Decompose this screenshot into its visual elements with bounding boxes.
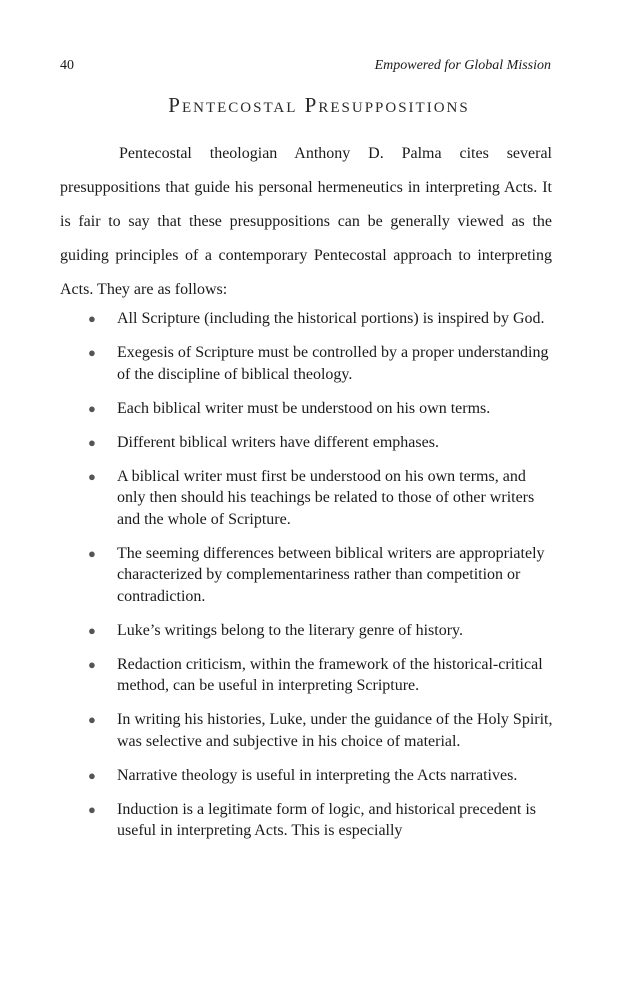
intro-paragraph: Pentecostal theologian Anthony D. Palma cites several presuppositions that guide his personal hermeneutics in interpreting Acts. It is fair to say that these presuppositions can be generally viewed as the guiding principles of a contemporary Pentecostal approach to interpreting Acts. They are as follows: bbox=[60, 145, 552, 298]
bullet-icon: ● bbox=[88, 767, 96, 783]
list-item bbox=[82, 308, 556, 330]
bullet-icon: ● bbox=[88, 311, 96, 326]
book-title: Empowered for Global Mission bbox=[374, 58, 551, 73]
list-item bbox=[82, 799, 556, 842]
bullet-icon: ● bbox=[88, 545, 96, 561]
bullet-icon: ● bbox=[88, 468, 96, 484]
bullet-icon: ● bbox=[88, 712, 96, 727]
list-item bbox=[82, 342, 556, 385]
bullet-icon: ● bbox=[88, 801, 96, 817]
list-item-text: Exegesis of Scripture must be controlled by a proper understanding of the discipline of biblical theology. bbox=[117, 344, 549, 383]
list-item bbox=[82, 765, 556, 787]
list-item bbox=[82, 543, 556, 608]
list-item-text: Each biblical writer must be understood on his own terms. bbox=[117, 399, 491, 417]
list-item-text: Luke’s writings belong to the literary genre of history. bbox=[117, 621, 463, 639]
list-item bbox=[82, 432, 556, 454]
bullet-icon: ● bbox=[88, 434, 96, 450]
bullet-icon: ● bbox=[88, 345, 96, 360]
list-item-text: All Scripture (including the historical portions) is inspired by God. bbox=[117, 310, 545, 327]
list-item-text: Induction is a legitimate form of logic, and historical precedent is useful in interpreting Acts. This is especially bbox=[117, 800, 536, 839]
list-item bbox=[82, 709, 556, 752]
bullet-icon: ● bbox=[88, 622, 96, 638]
list-item-text: A biblical writer must first be understood on his own terms, and only then should his teachings be related to those of other writers and the whole of Scripture. bbox=[117, 467, 535, 528]
list-item-text: Redaction criticism, within the framework of the historical-critical method, can be useful in interpreting Scripture. bbox=[117, 655, 543, 694]
section-heading: Pentecostal Presuppositions bbox=[168, 93, 470, 117]
running-header bbox=[60, 58, 551, 74]
list-item bbox=[82, 620, 556, 642]
list-item-text: Narrative theology is useful in interpreting the Acts narratives. bbox=[117, 766, 518, 784]
bullet-icon: ● bbox=[88, 656, 96, 672]
list-item bbox=[82, 398, 556, 420]
list-item-text: The seeming differences between biblical writers are appropriately characterized by complementariness rather than competition or contradiction. bbox=[117, 544, 545, 605]
page-number: 40 bbox=[60, 58, 74, 73]
bullet-icon: ● bbox=[88, 400, 96, 416]
list-item-text: Different biblical writers have different emphases. bbox=[117, 433, 439, 451]
list-item bbox=[82, 654, 556, 697]
list-item bbox=[82, 466, 556, 531]
presuppositions-list bbox=[82, 308, 556, 854]
list-item-text: In writing his histories, Luke, under the guidance of the Holy Spirit, was selective and subjective in his choice of material. bbox=[117, 711, 553, 750]
